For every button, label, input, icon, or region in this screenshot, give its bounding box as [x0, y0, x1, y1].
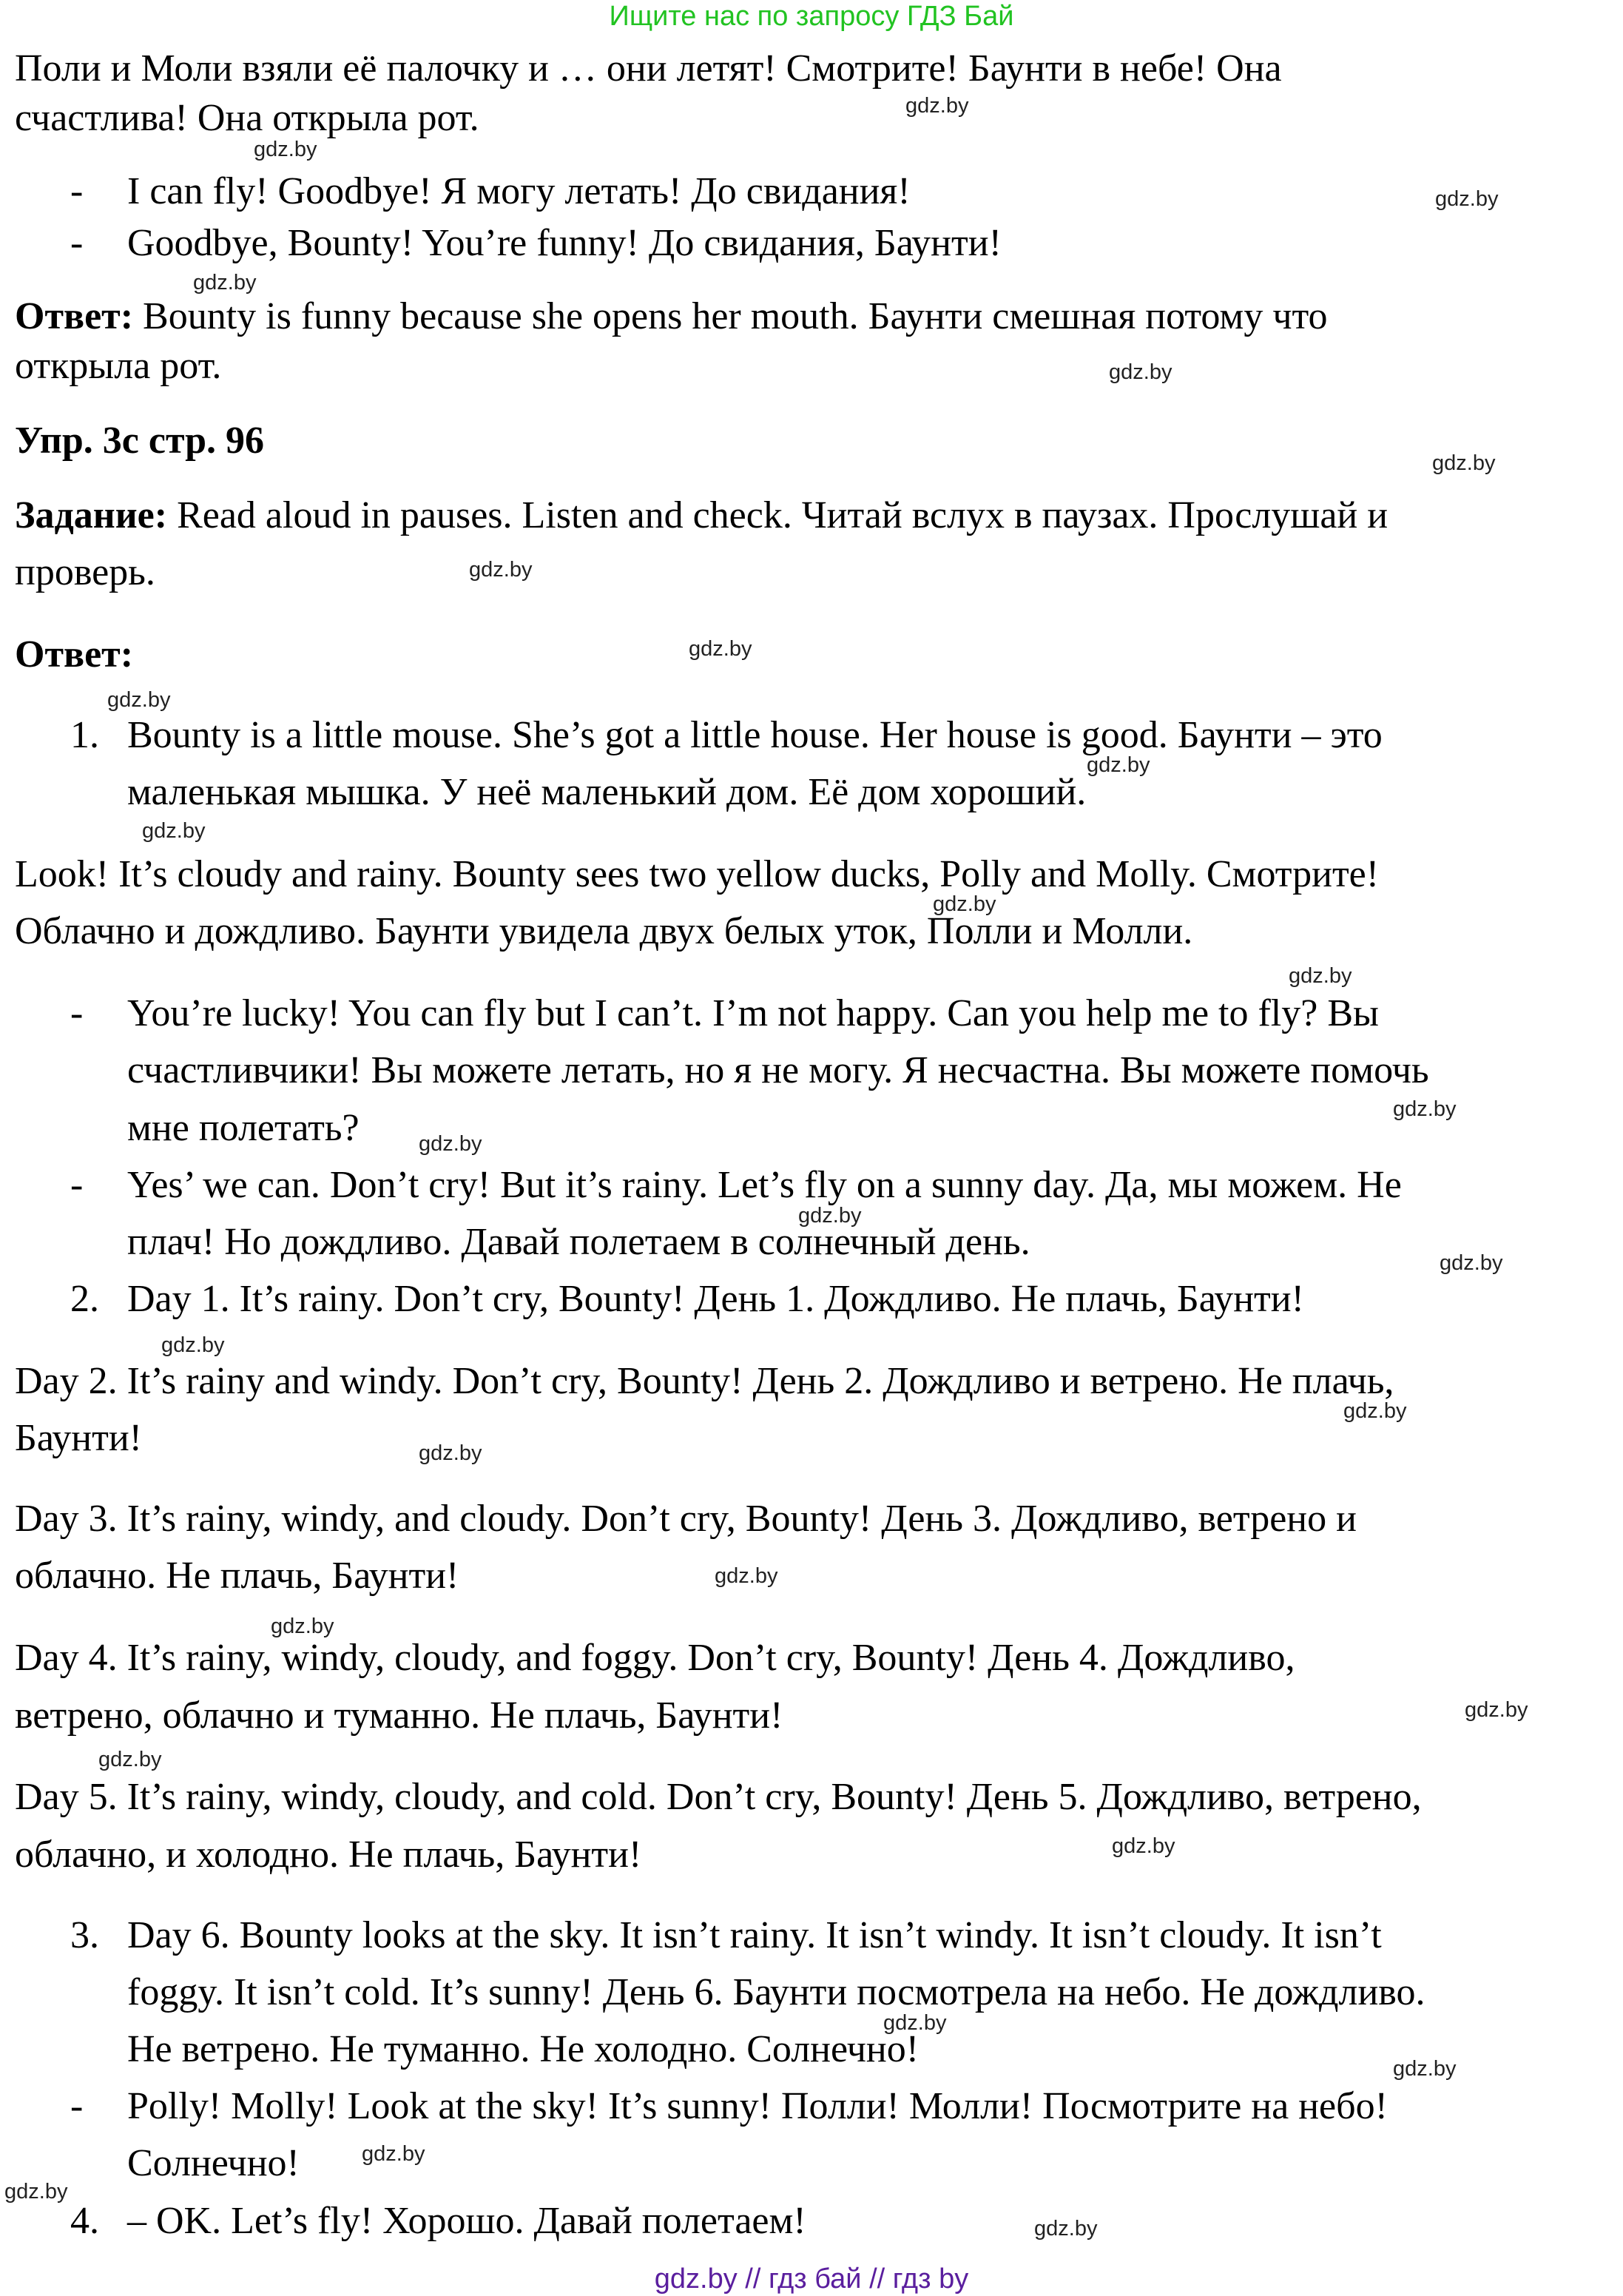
watermark: gdz.by — [883, 2011, 947, 2035]
line-text: Bounty is a little mouse. She’s got a little house. Her house is good. Баунти – это — [127, 714, 1383, 756]
line-text: Не ветрено. Не туманно. Не холодно. Солнечно! — [127, 2028, 920, 2070]
watermark: gdz.by — [193, 271, 257, 294]
list-marker: - — [70, 1164, 84, 1206]
watermark: gdz.by — [905, 94, 969, 118]
text-line — [15, 1775, 1422, 1819]
line-text: I can fly! Goodbye! Я могу летать! До свидания! — [127, 170, 911, 212]
watermark: gdz.by — [419, 1441, 482, 1465]
watermark: gdz.by — [1440, 1251, 1503, 1275]
list-marker: 1. — [70, 714, 99, 756]
line-text: Day 2. It’s rainy and windy. Don’t cry, Bounty! День 2. Дождливо и ветрено. Не плачь, — [15, 1360, 1394, 1402]
text-line — [15, 1554, 459, 1598]
text-line — [127, 1048, 1429, 1093]
text-line — [127, 1163, 1402, 1208]
line-text: Day 1. It’s rainy. Don’t cry, Bounty! День 1. Дождливо. Не плачь, Баунти! — [127, 1278, 1304, 1320]
watermark: gdz.by — [1435, 187, 1499, 211]
text-line — [15, 1694, 783, 1738]
line-text: маленькая мышка. У неё маленький дом. Её дом хороший. — [127, 771, 1087, 813]
text-line — [15, 96, 479, 141]
text-line — [15, 47, 1282, 91]
line-text: Поли и Моли взяли её палочку и … они летят! Смотрите! Баунти в небе! Она — [15, 47, 1282, 90]
list-marker: - — [70, 992, 84, 1034]
watermark: gdz.by — [1289, 964, 1352, 988]
line-text: Bounty is funny because she opens her mouth. Баунти смешная потому что — [133, 295, 1328, 337]
text-line — [15, 852, 1379, 897]
text-line — [127, 770, 1086, 815]
watermark: gdz.by — [1465, 1698, 1528, 1722]
text-line — [15, 1416, 142, 1461]
line-text: Облачно и дождливо. Баунти увидела двух белых уток, Полли и Молли. — [15, 910, 1193, 952]
watermark: gdz.by — [1393, 1097, 1457, 1121]
line-text: Polly! Molly! Look at the sky! It’s sunny! Полли! Молли! Посмотрите на небо! — [127, 2085, 1388, 2127]
line-text: облачно, и холодно. Не плачь, Баунти! — [15, 1834, 642, 1876]
watermark: gdz.by — [689, 637, 752, 661]
line-text: foggy. It isn’t cold. It’s sunny! День 6. Баунти посмотрела на небо. Не дождливо. — [127, 1971, 1425, 2013]
text-line — [15, 1833, 641, 1877]
text-line — [127, 713, 1383, 758]
text-line — [15, 344, 221, 388]
watermark: gdz.by — [469, 558, 533, 582]
watermark: gdz.by — [107, 688, 171, 712]
text-line — [127, 2141, 300, 2186]
watermark: gdz.by — [419, 1132, 482, 1156]
line-text: Day 6. Bounty looks at the sky. It isn’t rainy. It isn’t windy. It isn’t cloudy. It isn’t — [127, 1914, 1382, 1956]
watermark: gdz.by — [715, 1564, 778, 1588]
bold-label: Ответ: — [15, 295, 134, 337]
line-text: Баунти! — [15, 1417, 142, 1459]
watermark: gdz.by — [1343, 1399, 1407, 1423]
text-line — [127, 221, 1002, 266]
line-text: счастливчики! Вы можете летать, но я не могу. Я несчастна. Вы можете помочь — [127, 1049, 1429, 1091]
list-marker: - — [70, 2085, 84, 2127]
watermark: gdz.by — [161, 1333, 225, 1357]
line-text: мне полетать? — [127, 1107, 360, 1149]
list-marker: - — [70, 170, 84, 212]
bold-label: Упр. 3с стр. 96 — [15, 420, 265, 462]
search-banner[interactable]: Ищите нас по запросу ГДЗ Бай — [609, 1, 1014, 32]
text-line — [15, 909, 1192, 954]
line-text: Day 4. It’s rainy, windy, cloudy, and foggy. Don’t cry, Bounty! День 4. Дождливо, — [15, 1637, 1295, 1679]
text-line — [127, 2027, 919, 2072]
line-text: плач! Но дождливо. Давай полетаем в солнечный день. — [127, 1221, 1030, 1263]
list-marker: 2. — [70, 1278, 99, 1320]
watermark: gdz.by — [1112, 1834, 1175, 1858]
text-line — [127, 992, 1379, 1036]
text-line — [15, 633, 133, 677]
watermark: gdz.by — [1432, 451, 1496, 475]
watermark: gdz.by — [271, 1615, 334, 1638]
watermark: gdz.by — [1034, 2217, 1098, 2241]
line-text: Yes’ we can. Don’t cry! But it’s rainy. Let’s fly on a sunny day. Да, мы можем. Не — [127, 1164, 1402, 1206]
watermark: gdz.by — [1087, 753, 1150, 777]
watermark: gdz.by — [362, 2142, 425, 2166]
text-line — [127, 1913, 1382, 1958]
text-line — [15, 494, 1388, 538]
text-line — [15, 1497, 1357, 1541]
text-line — [15, 294, 1328, 339]
text-line — [127, 1220, 1030, 1265]
line-text: Look! It’s cloudy and rainy. Bounty sees two yellow ducks, Polly and Molly. Смотрите! — [15, 853, 1380, 895]
text-line — [15, 1359, 1394, 1404]
watermark: gdz.by — [142, 819, 206, 843]
line-text: Day 3. It’s rainy, windy, and cloudy. Don’t cry, Bounty! День 3. Дождливо, ветрено и — [15, 1498, 1357, 1540]
line-text: проверь. — [15, 551, 155, 593]
list-marker: - — [70, 222, 84, 264]
watermark: gdz.by — [4, 2180, 68, 2204]
watermark: gdz.by — [1393, 2057, 1457, 2081]
text-line — [127, 1106, 360, 1151]
text-line — [127, 2199, 806, 2243]
text-line — [127, 2084, 1388, 2129]
watermark: gdz.by — [798, 1204, 862, 1228]
line-text: счастлива! Она открыла рот. — [15, 97, 479, 139]
text-line — [15, 419, 264, 463]
watermark: gdz.by — [254, 138, 317, 161]
line-text: открыла рот. — [15, 345, 222, 387]
text-line — [127, 1970, 1425, 2015]
line-text: – OK. Let’s fly! Хорошо. Давай полетаем! — [127, 2200, 806, 2242]
line-text: ветрено, облачно и туманно. Не плачь, Баунти! — [15, 1694, 783, 1737]
text-line — [127, 169, 911, 214]
text-line — [15, 1636, 1295, 1680]
bold-label: Ответ: — [15, 633, 134, 676]
line-text: Солнечно! — [127, 2142, 300, 2184]
line-text: облачно. Не плачь, Баунти! — [15, 1555, 459, 1597]
line-text: You’re lucky! You can fly but I can’t. I’m not happy. Can you help me to fly? Вы — [127, 992, 1379, 1034]
text-line — [127, 1277, 1304, 1322]
line-text: Day 5. It’s rainy, windy, cloudy, and cold. Don’t cry, Bounty! День 5. Дождливо, ветрено, — [15, 1776, 1422, 1818]
watermark: gdz.by — [933, 892, 996, 916]
text-line — [15, 551, 155, 595]
line-text: Read aloud in pauses. Listen and check. Читай вслух в паузах. Прослушай и — [167, 494, 1389, 536]
bold-label: Задание: — [15, 494, 168, 536]
list-marker: 3. — [70, 1914, 99, 1956]
line-text: Goodbye, Bounty! You’re funny! До свидания, Баунти! — [127, 222, 1002, 264]
footer-links[interactable]: gdz.by // гдз бай // гдз by — [654, 2263, 969, 2295]
list-marker: 4. — [70, 2200, 99, 2242]
watermark: gdz.by — [98, 1748, 162, 1771]
watermark: gdz.by — [1109, 360, 1172, 384]
